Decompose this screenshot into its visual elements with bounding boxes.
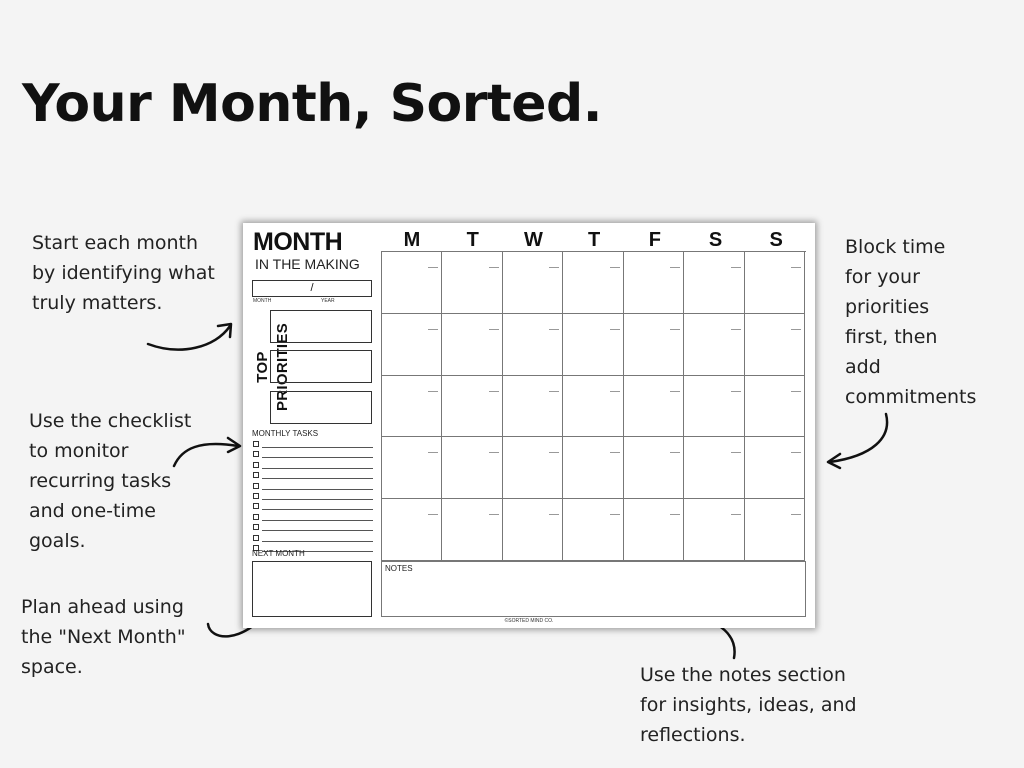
arrow-block-time-icon <box>822 408 897 470</box>
calendar-day-cell[interactable] <box>684 499 744 561</box>
task-line <box>262 499 373 500</box>
copyright: ©SORTED MIND CO. <box>504 618 554 624</box>
top-priorities-label: TOP PRIORITIES <box>254 323 291 412</box>
arrow-checklist-icon <box>168 428 248 473</box>
calendar-day-cell[interactable] <box>563 252 623 314</box>
task-checkbox[interactable] <box>253 451 259 457</box>
callout-start-month: Start each month by identifying what truly matters. <box>32 232 215 314</box>
year-label: YEAR <box>321 298 335 304</box>
calendar-grid <box>381 251 806 562</box>
priority-box <box>270 350 372 383</box>
calendar-day-cell[interactable] <box>563 314 623 376</box>
calendar-day-cell[interactable] <box>442 314 502 376</box>
task-line <box>262 489 373 490</box>
calendar-day-cell[interactable] <box>745 314 805 376</box>
task-line <box>262 541 373 542</box>
calendar-day-cell[interactable] <box>684 252 744 314</box>
callout-notes: Use the notes section for insights, ideas, and reflections. <box>640 664 857 746</box>
weekday-label: W <box>523 229 543 251</box>
calendar-day-cell[interactable] <box>624 437 684 499</box>
arrow-start-month-icon <box>140 318 240 358</box>
calendar-day-cell[interactable] <box>563 376 623 438</box>
calendar-day-cell[interactable] <box>382 252 442 314</box>
weekday-label: T <box>466 229 479 251</box>
calendar-day-cell[interactable] <box>624 252 684 314</box>
task-checkbox[interactable] <box>253 462 259 468</box>
calendar-day-cell[interactable] <box>684 376 744 438</box>
task-line <box>262 520 373 521</box>
calendar-day-cell[interactable] <box>503 252 563 314</box>
date-field: / <box>252 280 372 297</box>
task-line <box>262 530 373 531</box>
weekday-label: S <box>708 229 723 251</box>
next-month-box <box>252 561 372 617</box>
calendar-day-cell[interactable] <box>563 437 623 499</box>
calendar-day-cell[interactable] <box>503 499 563 561</box>
callout-checklist: Use the checklist to monitor recurring tasks and one-time goals. <box>29 410 192 552</box>
task-line <box>262 447 373 448</box>
calendar-day-cell[interactable] <box>442 499 502 561</box>
calendar-day-cell[interactable] <box>503 314 563 376</box>
task-line <box>262 468 373 469</box>
calendar-day-cell[interactable] <box>684 437 744 499</box>
calendar-day-cell[interactable] <box>745 499 805 561</box>
task-line <box>262 478 373 479</box>
calendar-day-cell[interactable] <box>382 437 442 499</box>
calendar-day-cell[interactable] <box>442 376 502 438</box>
planner-title: MONTH <box>253 228 343 256</box>
task-checkbox[interactable] <box>253 514 259 520</box>
calendar-day-cell[interactable] <box>624 314 684 376</box>
calendar-day-cell[interactable] <box>624 499 684 561</box>
calendar-day-cell[interactable] <box>503 376 563 438</box>
calendar-day-cell[interactable] <box>382 499 442 561</box>
calendar-day-cell[interactable] <box>684 314 744 376</box>
task-checkbox[interactable] <box>253 535 259 541</box>
task-checkbox[interactable] <box>253 524 259 530</box>
calendar-day-cell[interactable] <box>382 314 442 376</box>
headline: Your Month, Sorted. <box>22 74 603 134</box>
priority-box <box>270 391 372 424</box>
calendar-day-cell[interactable] <box>382 376 442 438</box>
next-month-label: NEXT MONTH <box>252 549 305 558</box>
callout-block-time: Block time for your priorities first, then add commitments <box>845 236 977 408</box>
calendar-day-cell[interactable] <box>442 437 502 499</box>
task-line <box>262 457 373 458</box>
calendar-day-cell[interactable] <box>503 437 563 499</box>
calendar-day-cell[interactable] <box>442 252 502 314</box>
callout-next-month: Plan ahead using the "Next Month" space. <box>21 596 186 678</box>
calendar-day-cell[interactable] <box>745 376 805 438</box>
task-checkbox[interactable] <box>253 483 259 489</box>
weekday-label: M <box>403 229 421 251</box>
task-checkbox[interactable] <box>253 493 259 499</box>
calendar-day-cell[interactable] <box>563 499 623 561</box>
planner-subtitle: IN THE MAKING <box>255 256 360 272</box>
calendar-day-cell[interactable] <box>624 376 684 438</box>
calendar-day-cell[interactable] <box>745 437 805 499</box>
calendar-day-cell[interactable] <box>745 252 805 314</box>
month-label: MONTH <box>253 298 272 304</box>
weekday-label: T <box>587 229 601 251</box>
notes-box <box>381 561 806 617</box>
weekday-label: S <box>769 229 783 251</box>
task-checkbox[interactable] <box>253 503 259 509</box>
priority-box <box>270 310 372 343</box>
task-line <box>262 509 373 510</box>
planner-sheet <box>243 223 815 628</box>
weekday-label: F <box>648 229 661 251</box>
task-checkbox[interactable] <box>253 441 259 447</box>
task-checkbox[interactable] <box>253 472 259 478</box>
monthly-tasks-label: MONTHLY TASKS <box>252 429 319 438</box>
notes-label: NOTES <box>385 564 413 573</box>
